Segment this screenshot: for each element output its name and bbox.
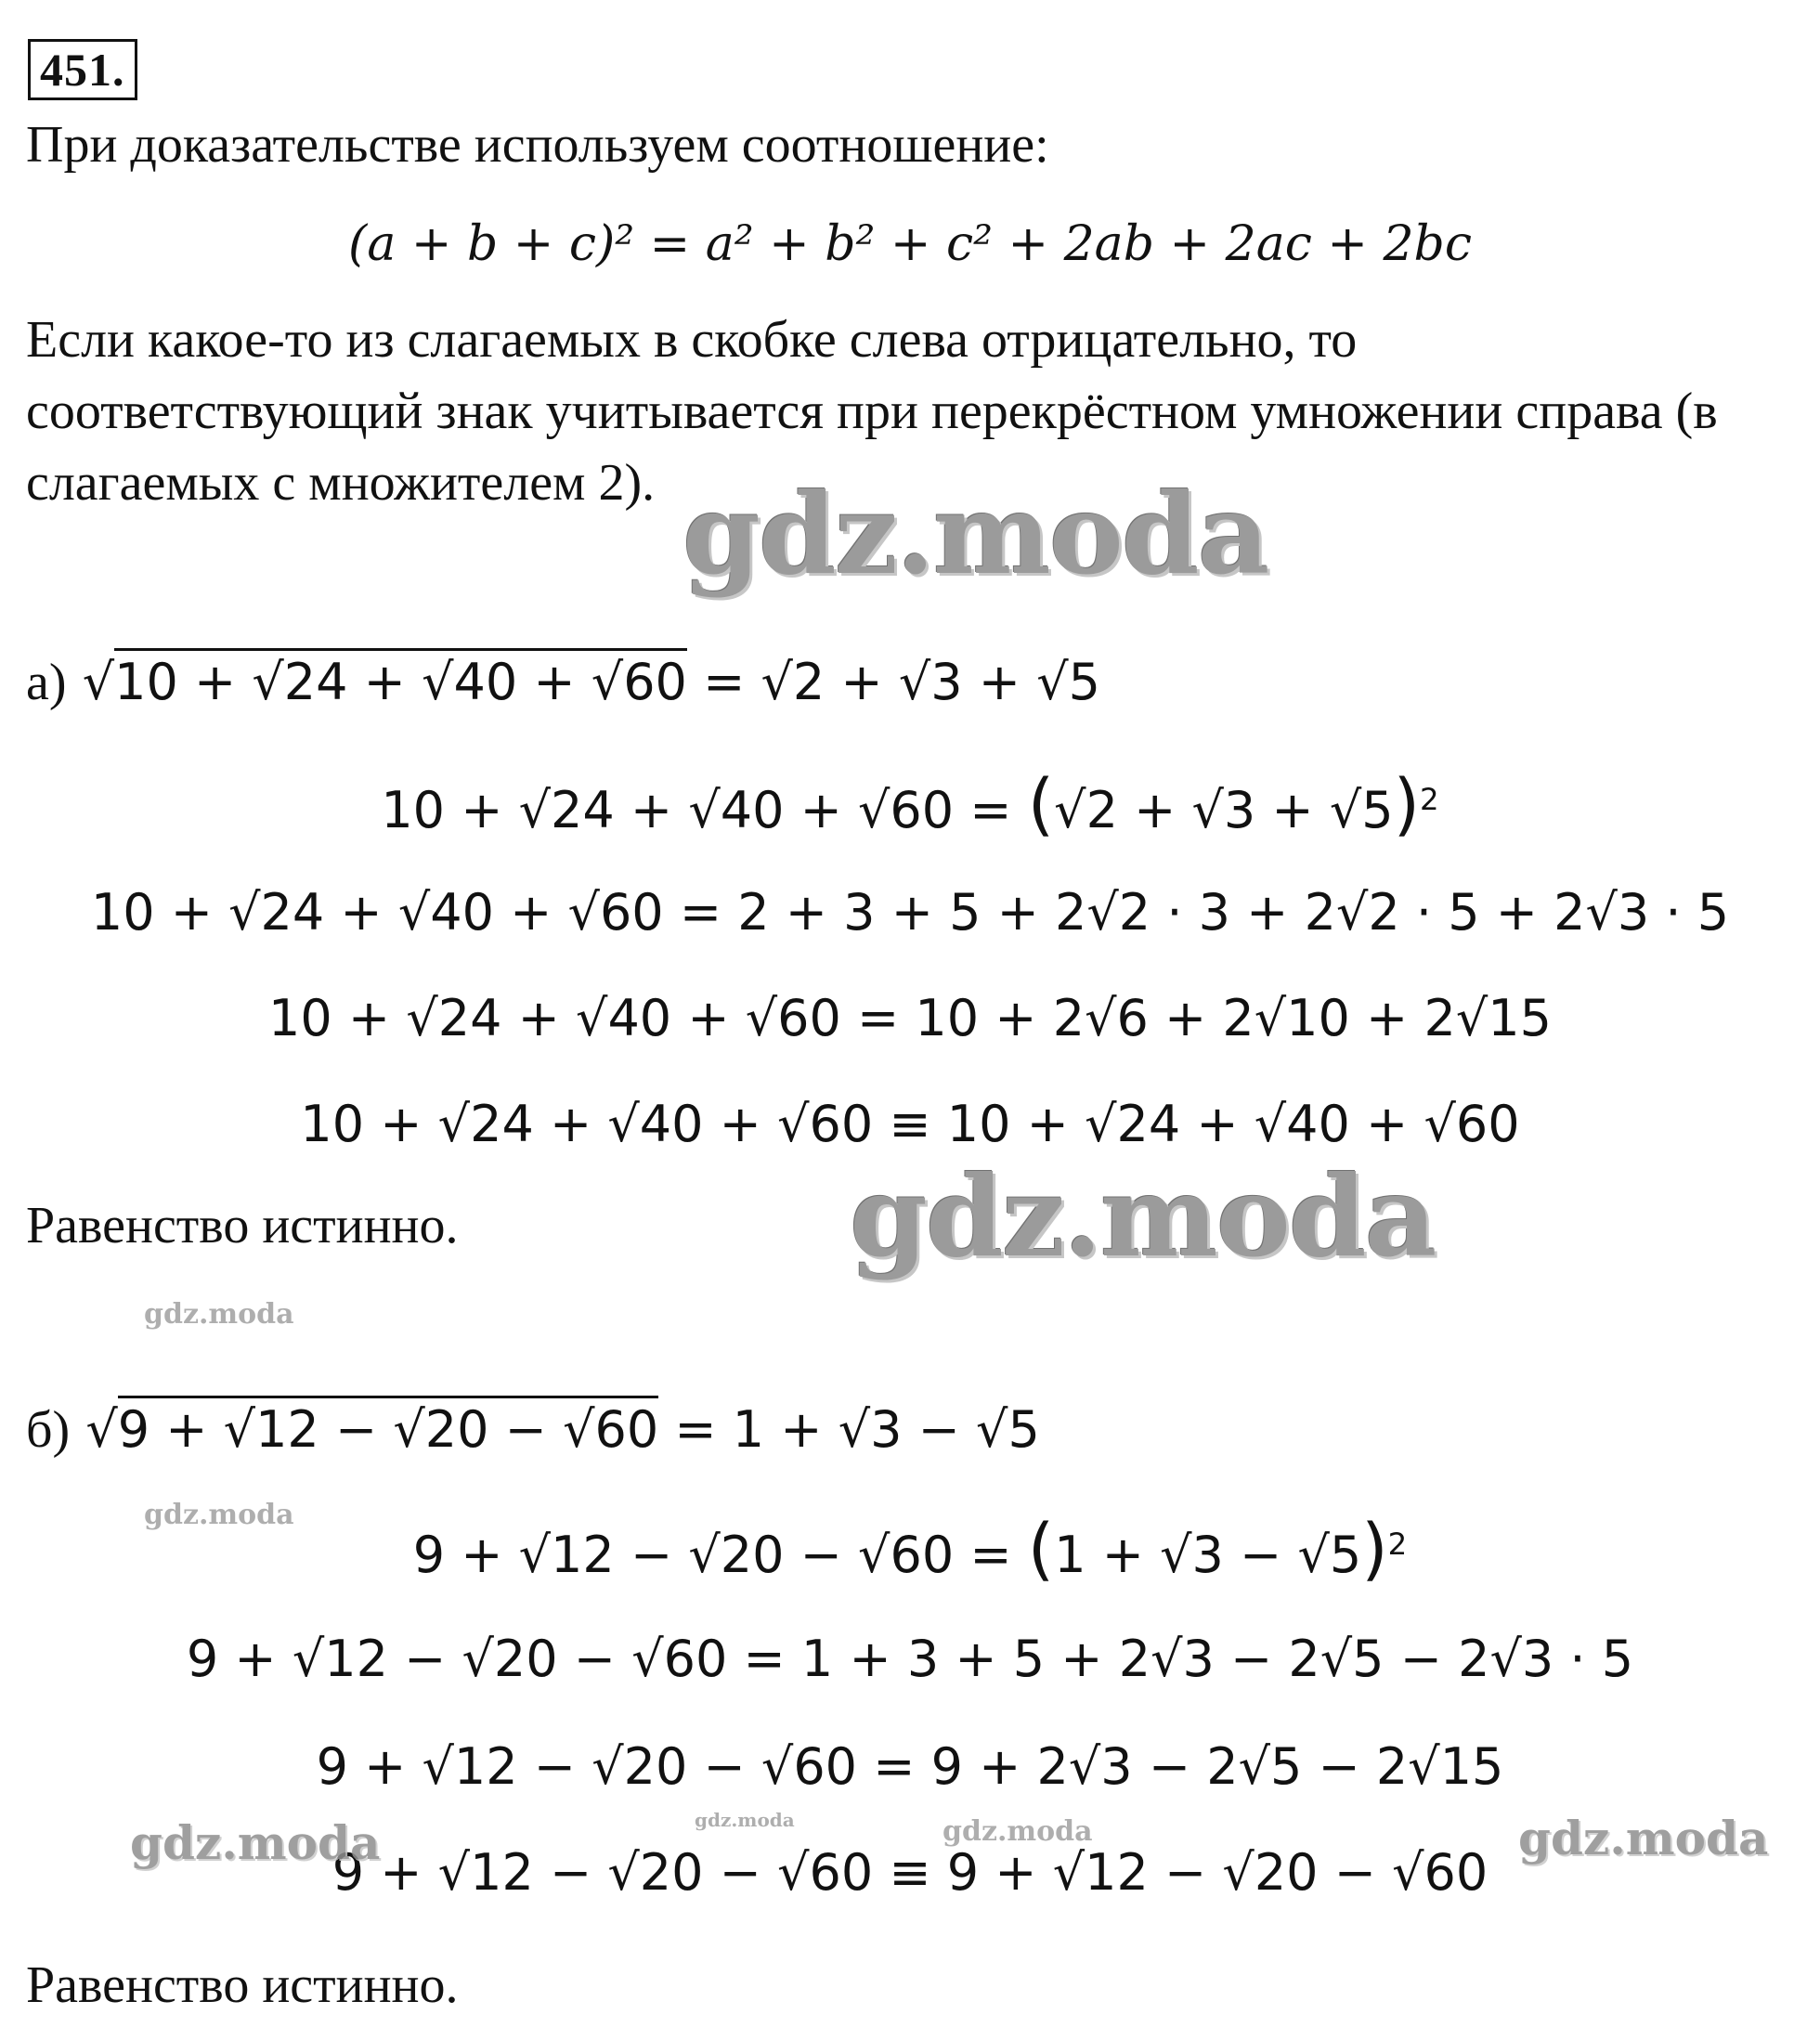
watermark: gdz.moda [130, 1815, 381, 1870]
part-b-right-side: = 1 + √3 − √5 [674, 1400, 1040, 1459]
watermark: gdz.moda [695, 1809, 795, 1831]
watermark: gdz.moda [682, 469, 1268, 600]
identity-formula: (a + b + c)² = a² + b² + c² + 2ab + 2ac + 2bc [348, 216, 1472, 272]
part-b-step-2: 9 + √12 − √20 − √60 = 1 + 3 + 5 + 2√3 − 2√5 − 2√3 · 5 [186, 1630, 1634, 1688]
part-a-step-2: 10 + √24 + √40 + √60 = 2 + 3 + 5 + 2√2 · 3 + 2√2 · 5 + 2√3 · 5 [90, 883, 1730, 942]
part-b-statement [26, 1397, 1040, 1462]
part-a-conclusion: Равенство истинно. [26, 1197, 459, 1254]
part-b-conclusion: Равенство истинно. [26, 1956, 459, 2014]
watermark: gdz.moda [1518, 1811, 1769, 1865]
watermark: gdz.moda [144, 1499, 294, 1531]
part-a-label: а) [26, 654, 67, 711]
part-a-step-1: $10 + √24 + √40 + √60 = (√2 + √3 + √5)^2$ [381, 765, 1439, 844]
note-line-3: слагаемых с множителем 2). [26, 454, 656, 512]
note-line-1: Если какое-то из слагаемых в скобке слева отрицательно, то [26, 311, 1358, 369]
part-b-step-4: 9 + √12 − √20 − √60 ≡ 9 + √12 − √20 − √60 [332, 1843, 1488, 1902]
outer-radical: √10 + √24 + √40 + √60 [83, 650, 687, 715]
part-b-step-3: 9 + √12 − √20 − √60 = 9 + 2√3 − 2√5 − 2√15 [316, 1737, 1504, 1796]
watermark: gdz.moda [144, 1298, 294, 1331]
outer-radical: √9 + √12 − √20 − √60 [85, 1397, 658, 1462]
part-b-step-1: $9 + √12 - √20 - √60 = (1 + √3 - √5)^2$ [412, 1510, 1408, 1589]
part-a-step-4: 10 + √24 + √40 + √60 ≡ 10 + √24 + √40 + √60 [300, 1095, 1520, 1153]
part-a-step-3: 10 + √24 + √40 + √60 = 10 + 2√6 + 2√10 + 2√15 [268, 989, 1552, 1047]
part-b-label: б) [26, 1401, 71, 1459]
watermark: gdz.moda [850, 1151, 1436, 1282]
part-a-right-side: = √2 + √3 + √5 [703, 653, 1100, 711]
part-a-statement [26, 650, 1100, 715]
watermark: gdz.moda [942, 1815, 1093, 1848]
intro-line: При доказательстве используем соотношение: [26, 116, 1049, 174]
note-line-2: соответствующий знак учитывается при перекрёстном умножении справа (в [26, 383, 1718, 440]
task-number: 451. [28, 39, 137, 100]
